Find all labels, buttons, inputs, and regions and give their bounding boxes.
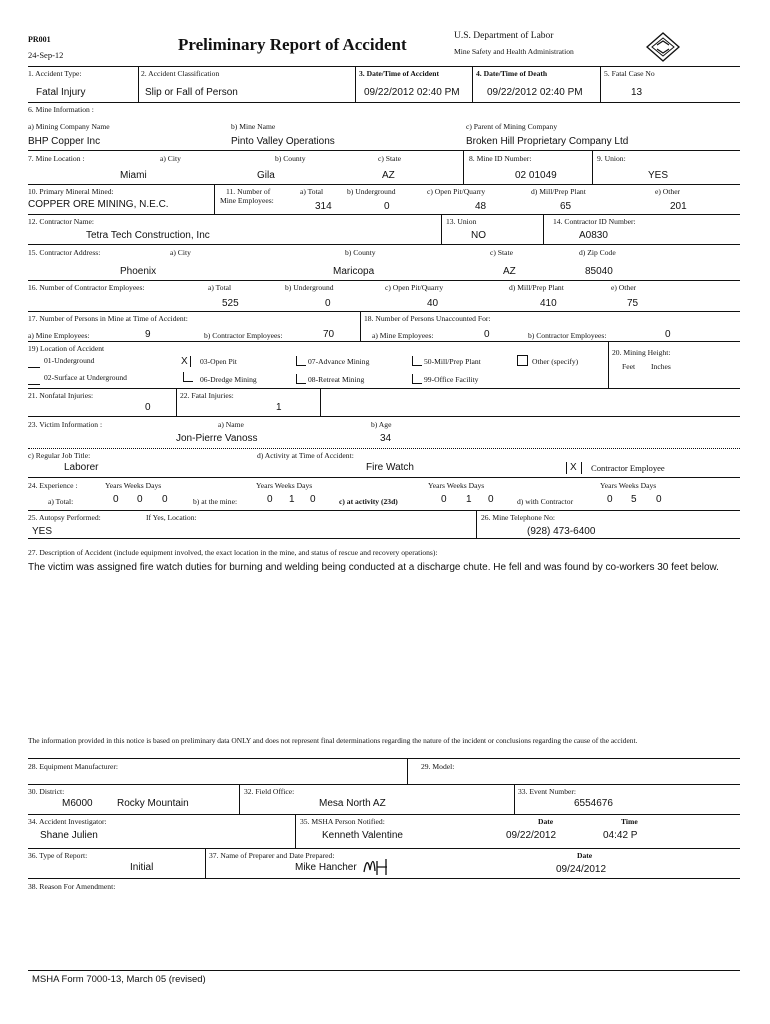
- primary-mineral-value: COPPER ORE MINING, N.E.C.: [28, 199, 169, 210]
- contractor-city-value: Phoenix: [120, 266, 157, 277]
- preparer-signature-icon: [362, 855, 394, 877]
- activity-value: Fire Watch: [366, 462, 414, 473]
- mine-phone-value: (928) 473-6400: [527, 526, 596, 537]
- agency-sub: Mine Safety and Health Administration: [454, 47, 574, 56]
- exp-activity-days: 0: [488, 494, 494, 505]
- mine-info-label: 6. Mine Information :: [28, 105, 94, 114]
- parent-company-label: c) Parent of Mining Company: [466, 122, 558, 131]
- check-open-pit: X: [181, 356, 188, 367]
- exp-contractor-label: d) with Contractor: [517, 497, 574, 506]
- ua-contractor-emp-value: 0: [665, 329, 671, 340]
- primary-mineral-label: 10. Primary Mineral Mined:: [28, 187, 114, 196]
- checkbox-office[interactable]: [412, 374, 422, 384]
- cemp-openpit-label: c) Open Pit/Quarry: [385, 283, 444, 292]
- notified-time-label: Time: [621, 817, 638, 826]
- investigator-value: Shane Julien: [40, 830, 98, 841]
- exp-mine-ywd: Years Weeks Days: [256, 481, 313, 490]
- person-notified-value: Kenneth Valentine: [322, 830, 403, 841]
- state-label: c) State: [378, 154, 401, 163]
- fatal-label: 22. Fatal Injuries:: [180, 391, 234, 400]
- opt-retreat: 08-Retreat Mining: [308, 375, 365, 384]
- num-employees-label2: Mine Employees:: [220, 196, 274, 205]
- opt-mill: 50-Mill/Prep Plant: [424, 357, 481, 366]
- victim-name-label: a) Name: [218, 420, 244, 429]
- dol-seal-icon: [646, 32, 680, 62]
- activity-label: d) Activity at Time of Accident:: [257, 451, 354, 460]
- city-label: a) City: [160, 154, 181, 163]
- emp-mill-label: d) Mill/Prep Plant: [531, 187, 586, 196]
- opt-open-pit: 03-Open Pit: [200, 357, 237, 366]
- exp-activity-ywd: Years Weeks Days: [428, 481, 485, 490]
- fatal-value: 1: [276, 402, 282, 413]
- opt-office: 99-Office Facility: [424, 375, 479, 384]
- exp-total-weeks: 0: [137, 494, 143, 505]
- cemp-total-value: 525: [222, 298, 239, 309]
- parent-company-value: Broken Hill Proprietary Company Ltd: [466, 136, 629, 147]
- emp-total-label: a) Total: [300, 187, 324, 196]
- prepared-date-value: 09/24/2012: [556, 864, 607, 875]
- page-title: Preliminary Report of Accident: [178, 35, 407, 54]
- nonfatal-label: 21. Nonfatal Injuries:: [28, 391, 94, 400]
- mine-name-value: Pinto Valley Operations: [231, 136, 335, 147]
- field-office-value: Mesa North AZ: [319, 798, 386, 809]
- cemp-mill-label: d) Mill/Prep Plant: [509, 283, 564, 292]
- victim-age-value: 34: [380, 433, 392, 444]
- pim-mine-emp-label: a) Mine Employees:: [28, 331, 90, 340]
- contractor-county-value: Maricopa: [333, 266, 375, 277]
- job-title-value: Laborer: [64, 462, 99, 473]
- report-date: 24-Sep-12: [28, 50, 64, 60]
- emp-total-value: 314: [315, 201, 332, 212]
- mining-height-label: 20. Mining Height:: [612, 348, 671, 357]
- mine-name-label: b) Mine Name: [231, 122, 276, 131]
- job-title-label: c) Regular Job Title:: [28, 451, 91, 460]
- exp-total-ywd: Years Weeks Days: [105, 481, 162, 490]
- event-number-value: 6554676: [574, 798, 613, 809]
- opt-underground: 01-Underground: [44, 356, 95, 365]
- county-value: Gila: [257, 170, 275, 181]
- experience-label: 24. Experience :: [28, 481, 78, 490]
- contractor-state-label: c) State: [490, 248, 513, 257]
- exp-total-years: 0: [113, 494, 119, 505]
- feet-label: Feet: [622, 362, 636, 371]
- num-employees-label: 11. Number of: [226, 187, 271, 196]
- exp-activity-years: 0: [441, 494, 447, 505]
- contractor-city-label: a) City: [170, 248, 191, 257]
- check-contractor: X: [570, 462, 577, 473]
- autopsy-value: YES: [32, 526, 53, 537]
- exp-contractor-weeks: 5: [631, 494, 637, 505]
- exp-contractor-years: 0: [607, 494, 613, 505]
- contractor-id-value: A0830: [579, 230, 608, 241]
- checkbox-retreat[interactable]: [296, 374, 306, 384]
- contractor-employee-label: Contractor Employee: [591, 463, 665, 473]
- contractor-name-label: 12. Contractor Name:: [28, 217, 95, 226]
- exp-total-days: 0: [162, 494, 168, 505]
- union-value: YES: [648, 170, 669, 181]
- mine-id-value: 02 01049: [515, 170, 557, 181]
- exp-mine-weeks: 1: [289, 494, 295, 505]
- accident-type-value: Fatal Injury: [36, 87, 86, 98]
- exp-contractor-days: 0: [656, 494, 662, 505]
- contractor-employees-label: 16. Number of Contractor Employees:: [28, 283, 145, 292]
- fatal-case-value: 13: [631, 87, 643, 98]
- field-office-label: 32. Field Office:: [244, 787, 295, 796]
- checkbox-dredge[interactable]: [183, 372, 193, 382]
- notified-time-value: 04:42 P: [603, 830, 638, 841]
- mine-location-label: 7. Mine Location :: [28, 154, 85, 163]
- cemp-other-value: 75: [627, 298, 639, 309]
- opt-advance: 07-Advance Mining: [308, 357, 370, 366]
- emp-openpit-label: c) Open Pit/Quarry: [427, 187, 486, 196]
- death-datetime-label: 4. Date/Time of Death: [476, 69, 548, 78]
- victim-info-label: 23. Victim Information :: [28, 420, 103, 429]
- preparer-value: Mike Hancher: [295, 862, 357, 873]
- opt-surface-underground: 02-Surface at Underground: [44, 373, 127, 382]
- opt-dredge: 06-Dredge Mining: [200, 375, 257, 384]
- contractor-union-value: NO: [471, 230, 486, 241]
- contractor-county-label: b) County: [345, 248, 376, 257]
- emp-other-label: e) Other: [655, 187, 681, 196]
- city-value: Miami: [120, 170, 147, 181]
- union-label: 9. Union:: [597, 154, 626, 163]
- contractor-state-value: AZ: [503, 266, 516, 277]
- exp-activity-weeks: 1: [466, 494, 472, 505]
- cemp-underground-value: 0: [325, 298, 331, 309]
- checkbox-advance[interactable]: [296, 356, 306, 366]
- unaccounted-label: 18. Number of Persons Unaccounted For:: [364, 314, 491, 323]
- fatal-case-label: 5. Fatal Case No: [604, 69, 655, 78]
- contractor-id-label: 14. Contractor ID Number:: [553, 217, 636, 226]
- victim-age-label: b) Age: [371, 420, 392, 429]
- location-label: 19) Location of Accident: [28, 344, 105, 353]
- mine-id-label: 8. Mine ID Number:: [469, 154, 532, 163]
- cemp-other-label: e) Other: [611, 283, 637, 292]
- contractor-zip-label: d) Zip Code: [579, 248, 616, 257]
- pim-contractor-emp-value: 70: [323, 329, 335, 340]
- death-datetime-value: 09/22/2012 02:40 PM: [487, 87, 583, 98]
- emp-openpit-value: 48: [475, 201, 487, 212]
- exp-mine-label: b) at the mine:: [193, 497, 238, 506]
- inches-label: Inches: [651, 362, 671, 371]
- contractor-zip-value: 85040: [585, 266, 613, 277]
- description-value: The victim was assigned fire watch duties for burning and welding being conducted at a discharge chute. He fell and was found by co-workers 30 feet below.: [28, 562, 719, 573]
- exp-activity-label: c) at activity (23d): [339, 497, 398, 506]
- contractor-address-label: 15. Contractor Address:: [28, 248, 101, 257]
- ua-mine-emp-label: a) Mine Employees:: [372, 331, 434, 340]
- checkbox-mill[interactable]: [412, 356, 422, 366]
- district-name: Rocky Mountain: [117, 798, 189, 809]
- cemp-underground-label: b) Underground: [285, 283, 334, 292]
- disclaimer-note: The information provided in this notice is based on preliminary data ONLY and does not represent final determinations regarding the nature of the incident or conclusions regarding the cause of the accident.: [28, 736, 638, 745]
- emp-underground-value: 0: [384, 201, 390, 212]
- cemp-openpit-value: 40: [427, 298, 439, 309]
- ua-mine-emp-value: 0: [484, 329, 490, 340]
- pim-mine-emp-value: 9: [145, 329, 151, 340]
- accident-type-label: 1. Accident Type:: [28, 69, 82, 78]
- emp-underground-label: b) Underground: [347, 187, 396, 196]
- classification-label: 2. Accident Classification: [141, 69, 220, 78]
- checkbox-other[interactable]: [517, 355, 528, 366]
- ua-contractor-emp-label: b) Contractor Employees:: [528, 331, 607, 340]
- company-name-value: BHP Copper Inc: [28, 136, 101, 147]
- report-type-label: 36. Type of Report:: [28, 851, 88, 860]
- notified-date-label: Date: [538, 817, 554, 826]
- victim-name-value: Jon-Pierre Vanoss: [176, 433, 258, 444]
- cemp-total-label: a) Total: [208, 283, 232, 292]
- exp-mine-days: 0: [310, 494, 316, 505]
- contractor-name-value: Tetra Tech Construction, Inc: [86, 230, 210, 241]
- nonfatal-value: 0: [145, 402, 151, 413]
- exp-contractor-ywd: Years Weeks Days: [600, 481, 657, 490]
- amendment-label: 38. Reason For Amendment:: [28, 882, 116, 891]
- mine-phone-label: 26. Mine Telephone No:: [481, 513, 555, 522]
- description-label: 27. Description of Accident (include equipment involved, the exact location in the mine, and status of rescue and recovery operations):: [28, 548, 438, 557]
- exp-mine-years: 0: [267, 494, 273, 505]
- notified-date-value: 09/22/2012: [506, 830, 557, 841]
- company-name-label: a) Mining Company Name: [28, 122, 110, 131]
- cemp-mill-value: 410: [540, 298, 557, 309]
- county-label: b) County: [275, 154, 306, 163]
- exp-total-label: a) Total:: [48, 497, 74, 506]
- persons-in-mine-label: 17. Number of Persons in Mine at Time of Accident:: [28, 314, 188, 323]
- district-code: M6000: [62, 798, 93, 809]
- form-footer: MSHA Form 7000-13, March 05 (revised): [32, 974, 206, 985]
- report-type-value: Initial: [130, 862, 154, 873]
- report-code: PR001: [28, 35, 51, 44]
- model-label: 29. Model:: [421, 762, 455, 771]
- prepared-date-label: Date: [577, 851, 593, 860]
- investigator-label: 34. Accident Investigator:: [28, 817, 107, 826]
- pim-contractor-emp-label: b) Contractor Employees:: [204, 331, 283, 340]
- contractor-union-label: 13. Union: [446, 217, 477, 226]
- district-label: 30. District:: [28, 787, 65, 796]
- emp-mill-value: 65: [560, 201, 572, 212]
- equipment-manufacturer-label: 28. Equipment Manufacturer:: [28, 762, 119, 771]
- classification-value: Slip or Fall of Person: [145, 87, 238, 98]
- emp-other-value: 201: [670, 201, 687, 212]
- accident-datetime-value: 09/22/2012 02:40 PM: [364, 87, 460, 98]
- autopsy-location-label: If Yes, Location:: [146, 513, 197, 522]
- agency-name: U.S. Department of Labor: [454, 31, 554, 41]
- accident-datetime-label: 3. Date/Time of Accident: [359, 69, 440, 78]
- state-value: AZ: [382, 170, 395, 181]
- opt-other: Other (specify): [532, 357, 579, 366]
- event-number-label: 33. Event Number:: [518, 787, 576, 796]
- preparer-label: 37. Name of Preparer and Date Prepared:: [209, 851, 335, 860]
- autopsy-label: 25. Autopsy Performed:: [28, 513, 101, 522]
- person-notified-label: 35. MSHA Person Notified:: [300, 817, 385, 826]
